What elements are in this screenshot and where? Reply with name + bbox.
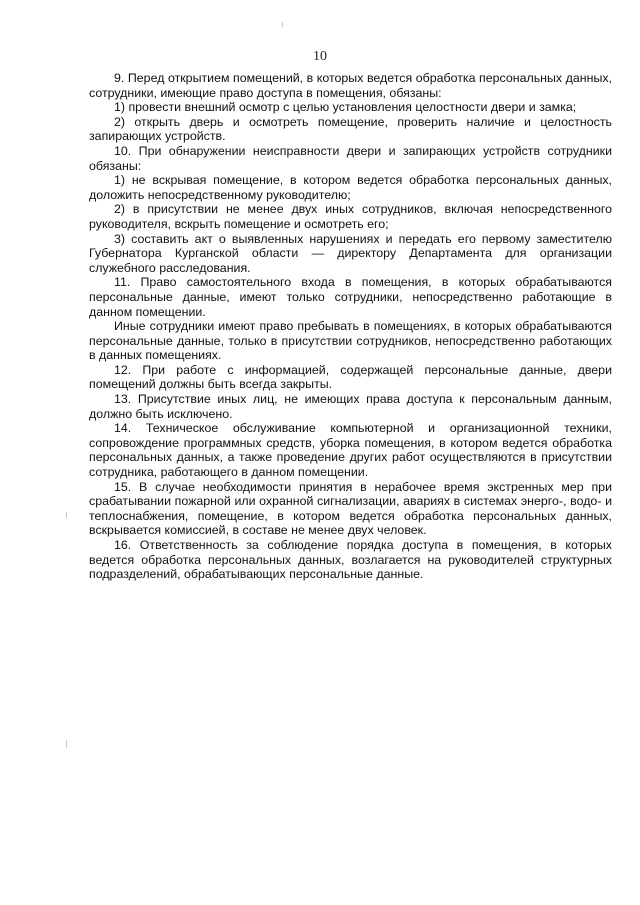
paragraph-12: 12. При работе с информацией, содержащей персональные данные, двери помещений должны быть всегда закрыты. [89,362,612,392]
paragraph-10-item-2: 2) в присутствии не менее двух иных сотрудников, включая непосредственного руководителя, вскрыть помещение и осмотреть его; [89,202,612,231]
paragraph-10-item-3: 3) составить акт о выявленных нарушениях и передать его первому заместителю Губернатора Курганской области — директору Департамента для организации служебного расследования. [89,231,612,275]
scan-edge-mark-left-middle [66,512,67,518]
paragraph-15: 15. В случае необходимости принятия в нерабочее время экстренных мер при срабатывании пожарной или охранной сигнализации, авариях в системах энерго-, водо- и теплоснабжения, помещение, в котором ведется обработка персональных данных, вскрывается комиссией, в составе не менее двух человек. [89,479,612,538]
paragraph-9-item-2: 2) открыть дверь и осмотреть помещение, проверить наличие и целостность запирающих устройств. [89,114,612,144]
scan-edge-mark-top [282,22,283,27]
paragraph-10: 10. При обнаружении неисправности двери и запирающих устройств сотрудники обязаны: [89,143,612,173]
paragraph-14: 14. Техническое обслуживание компьютерной и организационной техники, сопровождение программных средств, уборка помещения, в котором ведется обработка персональных данных, а также проведение других работ осуществляются в присутствии сотрудника, работающего в данном помещении. [89,421,612,480]
paragraph-11: 11. Право самостоятельного входа в помещения, в которых обрабатываются персональные данные, имеют только сотрудники, непосредственно работающие в данном помещении. [89,275,612,319]
paragraph-9: 9. Перед открытием помещений, в которых ведется обработка персональных данных, сотрудники, имеющие право доступа в помещения, обязаны: [89,71,612,100]
paragraph-10-item-1: 1) не вскрывая помещение, в котором ведется обработка персональных данных, доложить непосредственному руководителю; [89,173,612,202]
document-body [89,71,612,582]
paragraph-13: 13. Присутствие иных лиц, не имеющих права доступа к персональным данным, должно быть исключено. [89,392,612,421]
scan-edge-mark-left-bottom [66,740,67,748]
paragraph-9-item-1: 1) провести внешний осмотр с целью установления целостности двери и замка; [114,100,577,115]
page-number: 10 [313,49,327,64]
paragraph-16: 16. Ответственность за соблюдение порядка доступа в помещения, в которых ведется обработка персональных данных, возлагается на руководителей структурных подразделений, обрабатывающих персональные данные. [89,538,612,582]
paragraph-11-continued: Иные сотрудники имеют право пребывать в помещениях, в которых обрабатываются персональные данные, только в присутствии сотрудников, непосредственно работающих в данных помещениях. [89,319,612,363]
